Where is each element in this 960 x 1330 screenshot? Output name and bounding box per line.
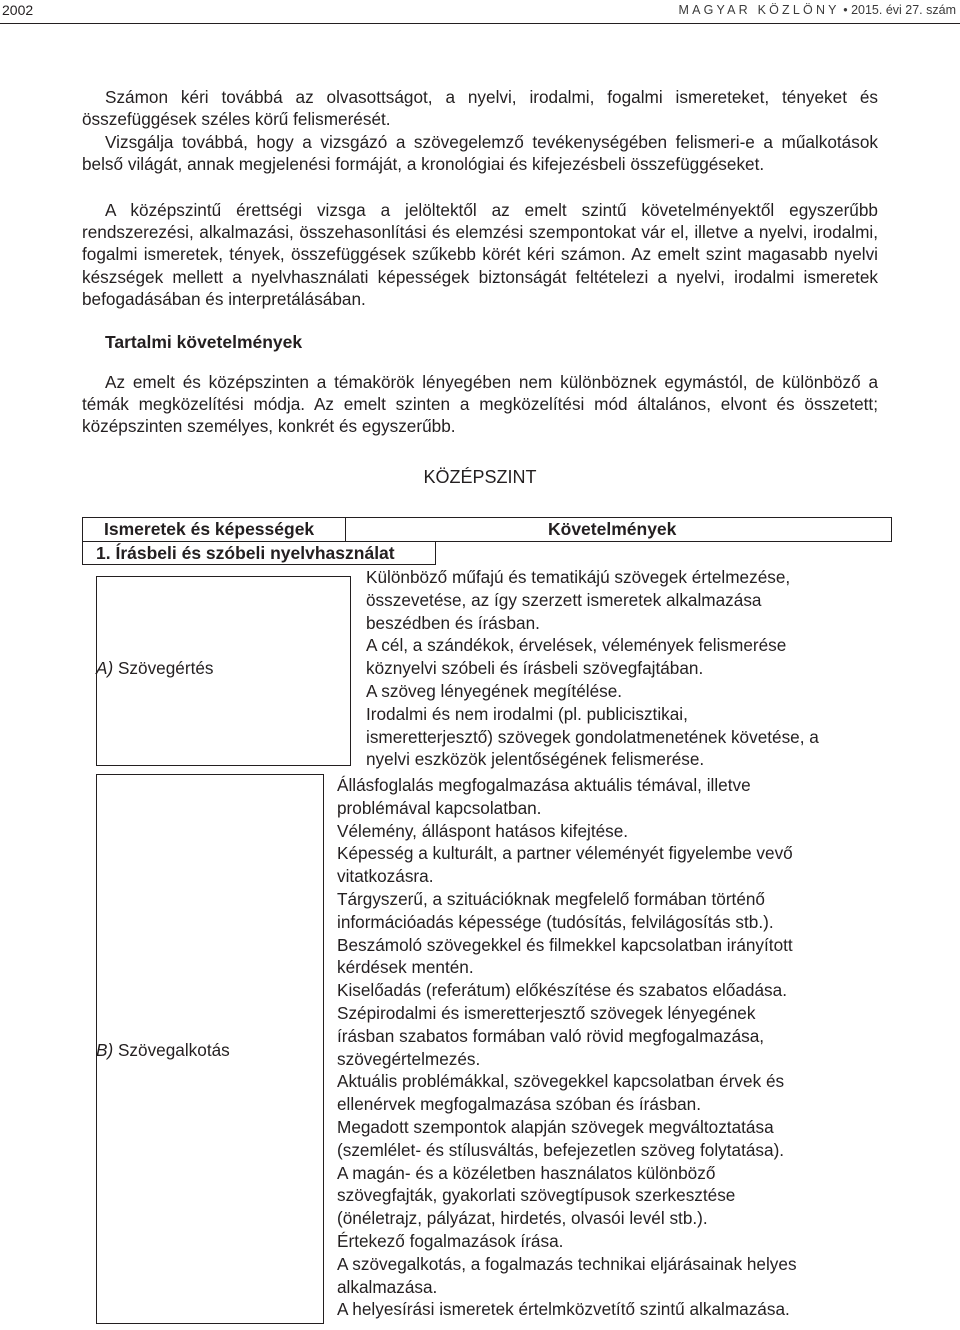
row-a-label-bottom bbox=[96, 765, 351, 766]
requirement-line: ismeretterjesztő) szövegek gondolatmenetének követése, a bbox=[366, 726, 819, 747]
requirement-line: Irodalmi és nem irodalmi (pl. publicisztikai, bbox=[366, 703, 688, 724]
requirement-line: alkalmazása. bbox=[337, 1276, 438, 1297]
header-column-divider bbox=[345, 517, 346, 541]
row-b-label-bottom bbox=[96, 1323, 324, 1324]
table-left-border-header bbox=[82, 517, 83, 541]
col1-header: Ismeretek és képességek bbox=[104, 519, 315, 539]
table-right-border-header bbox=[891, 517, 892, 541]
requirement-line: kérdések mentén. bbox=[337, 957, 474, 978]
header-bullet: • bbox=[843, 3, 848, 17]
row-a-label-top bbox=[96, 576, 351, 577]
requirement-line: Tárgyszerű, a szituációknak megfelelő formában történő bbox=[337, 889, 765, 909]
intro-text-3: A középszintű érettségi vizsga a jelöltektől az emelt szintű követelményektől egyszerűbb rendszerezési, alkalmazási, összehasonlítási és elemzési szempontokat vár el, illetve a nyelvi, irodalmi, fogalmi ismeretek, tények, összefüggések szűkebb körét kéri számon. Az emelt szint magasabb nyelvi készségek mellett a nyelvhasználati képességek biztonságát feltételezi a nyelvi, irodalmi ismeretek befogadásában és interpretálásában. bbox=[82, 200, 878, 309]
row-a-label bbox=[96, 658, 214, 679]
row-b-letter: B) bbox=[96, 1040, 114, 1060]
intro-text-2: Vizsgálja továbbá, hogy a vizsgázó a szövegelemző tevékenységében felismeri-e a műalkotások belső világát, annak megjelenési formáját, a kronológiai és kifejezésbeli összefüggéseket. bbox=[82, 132, 878, 175]
requirement-line: köznyelvi szóbeli és írásbeli szövegfajtában. bbox=[366, 658, 704, 679]
requirement-line: problémával kapcsolatban. bbox=[337, 797, 542, 818]
row-b-label bbox=[96, 1040, 230, 1061]
row-b-label-right bbox=[323, 774, 324, 1324]
row-b-label-text: Szövegalkotás bbox=[117, 1040, 230, 1060]
row-a-letter: A) bbox=[96, 658, 114, 678]
requirement-line: A helyesírási ismeretek értelmközvetítő szintű alkalmazása. bbox=[337, 1299, 790, 1320]
requirement-line: Megadott szempontok alapján szövegek megváltoztatása bbox=[337, 1117, 774, 1137]
requirement-line: (szemlélet- és stílusváltás, befejezetlen szöveg folytatása). bbox=[337, 1139, 785, 1160]
row-a-label-text: Szövegértés bbox=[117, 658, 214, 678]
requirement-line: összevetése, az így szerzett ismeretek alkalmazása bbox=[366, 589, 762, 610]
requirement-line: ellenérvek megfogalmazása szóban és írásban. bbox=[337, 1094, 702, 1115]
requirement-line: Beszámoló szövegekkel és filmekkel kapcsolatban irányított bbox=[337, 934, 793, 955]
requirement-line: Állásfoglalás megfogalmazása aktuális témával, illetve bbox=[337, 775, 751, 795]
section-heading: Tartalmi követelmények bbox=[105, 332, 303, 352]
requirement-line: (önéletrajz, pályázat, hirdetés, olvasói levél stb.). bbox=[337, 1208, 708, 1229]
section-row-title: 1. Írásbeli és szóbeli nyelvhasználat bbox=[96, 543, 395, 563]
page-number: 2002 bbox=[2, 2, 34, 18]
requirement-line: Kiselőadás (referátum) előkészítése és szabatos előadása. bbox=[337, 980, 787, 1001]
row-a-label-right bbox=[350, 576, 351, 766]
requirement-line: Vélemény, álláspont hatásos kifejtése. bbox=[337, 820, 629, 841]
requirement-line: írásban szabatos formában való rövid megfogalmazása, bbox=[337, 1025, 765, 1046]
requirement-line: A magán- és a közéletben használatos különböző bbox=[337, 1162, 716, 1183]
col2-header: Követelmények bbox=[548, 519, 677, 539]
requirement-line: szövegértelmezés. bbox=[337, 1048, 481, 1069]
requirement-line: vitatkozásra. bbox=[337, 866, 434, 887]
requirement-line: Értekező fogalmazások írása. bbox=[337, 1231, 564, 1251]
requirement-line: Különböző műfajú és tematikájú szövegek értelmezése, bbox=[366, 567, 791, 587]
requirement-line: szövegfajták, gyakorlati szövegtípusok szerkesztése bbox=[337, 1185, 736, 1206]
journal-name: MAGYAR KÖZLÖNY bbox=[678, 3, 840, 17]
level-title: KÖZÉPSZINT bbox=[423, 467, 537, 487]
requirement-line: Aktuális problémákkal, szövegekkel kapcsolatban érvek és bbox=[337, 1071, 785, 1092]
requirement-line: beszédben és írásban. bbox=[366, 612, 540, 633]
intro-text-1: Számon kéri továbbá az olvasottságot, a nyelvi, irodalmi, fogalmi ismereteket, tényeket és összefüggések széles körű felismerését. bbox=[82, 87, 878, 130]
section-row-left-border bbox=[82, 541, 83, 565]
requirement-line: A szövegalkotás, a fogalmazás technikai eljárásainak helyes bbox=[337, 1253, 797, 1274]
requirement-line: A szöveg lényegének megítélése. bbox=[366, 681, 623, 701]
section-row-right-border bbox=[435, 541, 436, 565]
section-text: Az emelt és középszinten a témakörök lényegében nem különböznek egymástól, de különböző a témák megközelítési módja. Az emelt szinten a megközelítési mód általános, elvont és összetett; középszinten személyes, konkrét és egyszerűbb. bbox=[82, 372, 878, 437]
requirement-line: A cél, a szándékok, érvelések, vélemények felismerése bbox=[366, 635, 787, 656]
requirement-line: információadás képessége (tudósítás, felvilágosítás stb.). bbox=[337, 911, 774, 932]
issue-label: 2015. évi 27. szám bbox=[851, 3, 956, 17]
requirement-line: nyelvi eszközök jelentőségének felismerése. bbox=[366, 749, 705, 770]
requirement-line: Képesség a kulturált, a partner véleményét figyelembe vevő bbox=[337, 843, 793, 864]
row-b-label-top bbox=[96, 774, 324, 775]
requirement-line: Szépirodalmi és ismeretterjesztő szövegek lényegének bbox=[337, 1003, 756, 1023]
